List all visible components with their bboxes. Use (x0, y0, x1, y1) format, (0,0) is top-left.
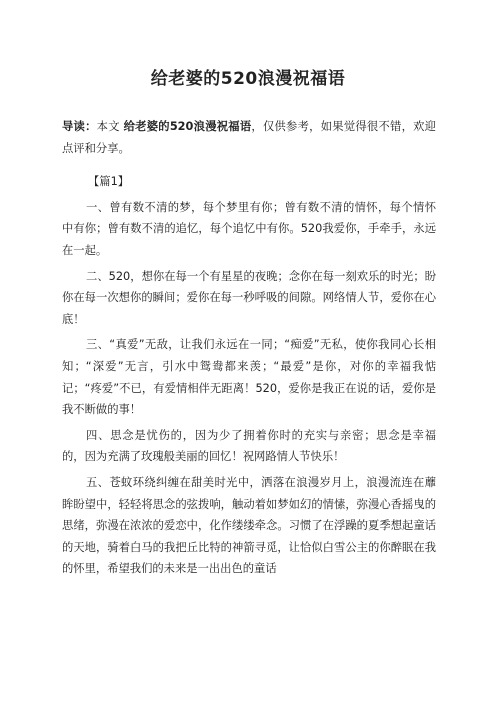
page-title: 给老婆的520浪漫祝福语 (150, 69, 346, 89)
blessing-paragraph-3: 三、“真爱”无敌，让我们永远在一同；“痴爱”无私，使你我同心长相知；“深爱”无言，引水中鸳鸯都来羡；“最爱”是你，对你的幸福我惦记；“疼爱”不已，有爱情相伴无距离！520，爱你是我正在说的话，爱你是我不断做的事！ (62, 338, 436, 417)
blessing-paragraph-4: 四、思念是忧伤的，因为少了拥着你时的充实与亲密；思念是幸福的，因为充满了玫瑰般美丽的回忆！祝网路情人节快乐！ (62, 428, 436, 464)
document-body (62, 116, 436, 580)
intro-paragraph (62, 116, 436, 159)
blessing-paragraph-1: 一、曾有数不清的梦，每个梦里有你；曾有数不清的情怀，每个情怀中有你；曾有数不清的追忆，每个追忆中有你。520我爱你，手牵手，永远在一起。 (62, 200, 436, 257)
intro-label: 导读： (62, 120, 97, 133)
blessing-paragraph-5: 五、苍蚊环绕纠缠在甜美时光中，洒落在浪漫岁月上，浪漫流连在蘼眸盼望中，轻轻将思念的弦拨响，触动着如梦如幻的情愫，弥漫心香摇曳的思绪，弥漫在浓浓的爱恋中，化作缕缕牵念。习惯了在浮躁的夏季想起童话的天地，骑着白马的我把丘比特的神箭寻觅，让恰似白雪公主的你醉眠在我的怀里，希望我们的未来是一出出色的童话 (62, 475, 436, 576)
section-heading: 【篇1】 (88, 175, 130, 189)
blessing-paragraph-2: 二、520，想你在每一个有星星的夜晚；念你在每一刻欢乐的时光；盼你在每一次想你的瞬间；爱你在每一秒呼吸的间隙。网络情人节，爱你在心底！ (62, 269, 436, 326)
intro-doc-title: 给老婆的520浪漫祝福语 (123, 120, 252, 133)
intro-prefix: 本文 (96, 120, 124, 133)
intro-suffix: ，仅供参考，如果觉得很不错，欢迎点评和分享。 (62, 120, 436, 155)
